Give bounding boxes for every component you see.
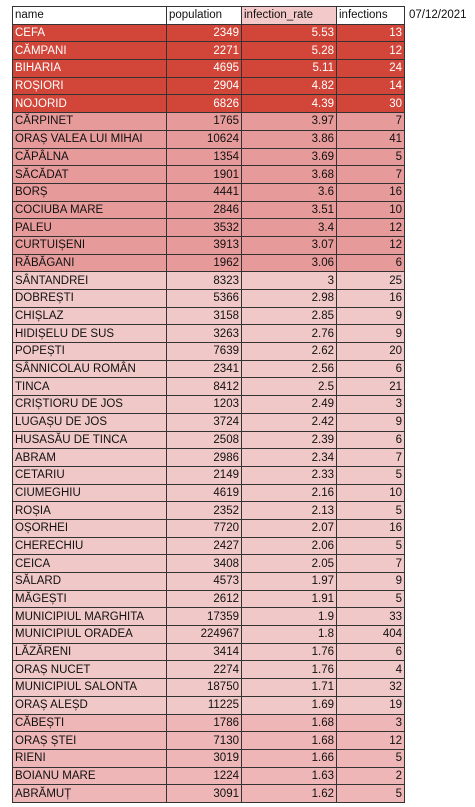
infections-cell[interactable]: 25 <box>337 272 405 290</box>
infections-cell[interactable]: 21 <box>337 378 405 396</box>
infections-cell[interactable]: 10 <box>337 484 405 502</box>
population-cell[interactable]: 18750 <box>167 679 242 697</box>
population-cell[interactable]: 6826 <box>167 95 242 113</box>
population-cell[interactable]: 10624 <box>167 130 242 148</box>
table-row <box>13 307 405 325</box>
infection-rate-cell[interactable]: 5.11 <box>242 60 337 78</box>
header-infections[interactable]: infections <box>337 7 405 25</box>
name-cell[interactable]: ROȘIA <box>13 502 167 520</box>
infections-cell[interactable]: 5 <box>337 148 405 166</box>
name-cell[interactable]: ROȘIORI <box>13 77 167 95</box>
infections-cell[interactable]: 5 <box>337 749 405 767</box>
population-cell[interactable]: 2904 <box>167 77 242 95</box>
infections-cell[interactable]: 4 <box>337 661 405 679</box>
name-cell[interactable]: ORAȘ VALEA LUI MIHAI <box>13 130 167 148</box>
table-row <box>13 590 405 608</box>
population-cell[interactable]: 2149 <box>167 466 242 484</box>
name-cell[interactable]: CHIȘLAZ <box>13 307 167 325</box>
name-cell[interactable]: COCIUBA MARE <box>13 201 167 219</box>
infections-cell[interactable]: 7 <box>337 555 405 573</box>
infection-rate-cell[interactable]: 2.76 <box>242 325 337 343</box>
infection-rate-cell[interactable]: 2.13 <box>242 502 337 520</box>
infections-cell[interactable]: 6 <box>337 254 405 272</box>
table-row <box>13 396 405 414</box>
infection-rate-cell[interactable]: 1.69 <box>242 696 337 714</box>
infection-rate-cell[interactable]: 3.68 <box>242 166 337 184</box>
name-cell[interactable]: BIHARIA <box>13 60 167 78</box>
infections-cell[interactable]: 2 <box>337 767 405 785</box>
infections-cell[interactable]: 24 <box>337 60 405 78</box>
name-cell[interactable]: CURTUIȘENI <box>13 236 167 254</box>
table-row <box>13 573 405 591</box>
name-cell[interactable]: CĂRPINET <box>13 113 167 131</box>
population-cell[interactable]: 1765 <box>167 113 242 131</box>
infection-rate-cell[interactable]: 1.66 <box>242 749 337 767</box>
infection-rate-cell[interactable]: 2.62 <box>242 343 337 361</box>
population-cell[interactable]: 2846 <box>167 201 242 219</box>
population-cell[interactable]: 1962 <box>167 254 242 272</box>
infection-rate-cell[interactable]: 1.68 <box>242 732 337 750</box>
name-cell[interactable]: SĂCĂDAT <box>13 166 167 184</box>
infection-rate-cell[interactable]: 2.39 <box>242 431 337 449</box>
population-cell[interactable]: 1354 <box>167 148 242 166</box>
infections-cell[interactable]: 5 <box>337 590 405 608</box>
table-row <box>13 626 405 644</box>
infection-rate-cell[interactable]: 1.62 <box>242 785 337 803</box>
infection-rate-cell[interactable]: 1.97 <box>242 573 337 591</box>
infections-cell[interactable]: 32 <box>337 679 405 697</box>
population-cell[interactable]: 4573 <box>167 573 242 591</box>
population-cell[interactable]: 4441 <box>167 183 242 201</box>
population-cell[interactable]: 3913 <box>167 236 242 254</box>
table-row <box>13 749 405 767</box>
name-cell[interactable]: CIUMEGHIU <box>13 484 167 502</box>
name-cell[interactable]: CETARIU <box>13 466 167 484</box>
infections-cell[interactable]: 9 <box>337 573 405 591</box>
table-row <box>13 325 405 343</box>
name-cell[interactable]: ORAȘ NUCET <box>13 661 167 679</box>
table-row <box>13 113 405 131</box>
table-row <box>13 360 405 378</box>
infection-rate-cell[interactable]: 1.71 <box>242 679 337 697</box>
infection-rate-cell[interactable]: 2.33 <box>242 466 337 484</box>
population-cell[interactable]: 2274 <box>167 661 242 679</box>
name-cell[interactable]: ORAȘ ALEȘD <box>13 696 167 714</box>
name-cell[interactable]: SÂNNICOLAU ROMÂN <box>13 360 167 378</box>
population-cell[interactable]: 2427 <box>167 537 242 555</box>
infection-rate-cell[interactable]: 1.91 <box>242 590 337 608</box>
infection-rate-cell[interactable]: 4.39 <box>242 95 337 113</box>
table-row <box>13 608 405 626</box>
infections-cell[interactable]: 9 <box>337 307 405 325</box>
population-cell[interactable]: 3532 <box>167 219 242 237</box>
table-row <box>13 661 405 679</box>
table-row <box>13 643 405 661</box>
infections-cell[interactable]: 3 <box>337 714 405 732</box>
name-cell[interactable]: CHERECHIU <box>13 537 167 555</box>
infections-cell[interactable]: 16 <box>337 183 405 201</box>
name-cell[interactable]: CĂBEȘTI <box>13 714 167 732</box>
infections-cell[interactable]: 41 <box>337 130 405 148</box>
infection-table <box>12 6 405 803</box>
table-row <box>13 60 405 78</box>
name-cell[interactable]: ABRAM <box>13 449 167 467</box>
infections-cell[interactable]: 16 <box>337 519 405 537</box>
infection-rate-cell[interactable]: 3.86 <box>242 130 337 148</box>
population-cell[interactable]: 1224 <box>167 767 242 785</box>
table-row <box>13 95 405 113</box>
table-row <box>13 714 405 732</box>
table-row <box>13 24 405 42</box>
header-name[interactable]: name <box>13 7 167 25</box>
infection-rate-cell[interactable]: 1.8 <box>242 626 337 644</box>
population-cell[interactable]: 3019 <box>167 749 242 767</box>
infection-rate-cell[interactable]: 2.07 <box>242 519 337 537</box>
infections-cell[interactable]: 12 <box>337 219 405 237</box>
name-cell[interactable]: ORAȘ ȘTEI <box>13 732 167 750</box>
name-cell[interactable]: BORȘ <box>13 183 167 201</box>
name-cell[interactable]: HUSASĂU DE TINCA <box>13 431 167 449</box>
name-cell[interactable]: CĂPÂLNA <box>13 148 167 166</box>
table-row <box>13 679 405 697</box>
population-cell[interactable]: 3724 <box>167 413 242 431</box>
infection-rate-cell[interactable]: 4.82 <box>242 77 337 95</box>
table-row <box>13 519 405 537</box>
infection-rate-cell[interactable]: 3.06 <box>242 254 337 272</box>
infection-rate-cell[interactable]: 2.05 <box>242 555 337 573</box>
name-cell[interactable]: POPEȘTI <box>13 343 167 361</box>
table-row <box>13 343 405 361</box>
table-row <box>13 785 405 803</box>
name-cell[interactable]: SĂLARD <box>13 573 167 591</box>
infections-cell[interactable]: 6 <box>337 431 405 449</box>
name-cell[interactable]: MUNICIPIUL MARGHITA <box>13 608 167 626</box>
table-row <box>13 272 405 290</box>
table-row <box>13 130 405 148</box>
infections-cell[interactable]: 16 <box>337 290 405 308</box>
name-cell[interactable]: LUGAȘU DE JOS <box>13 413 167 431</box>
population-cell[interactable]: 5366 <box>167 290 242 308</box>
population-cell[interactable]: 3158 <box>167 307 242 325</box>
population-cell[interactable]: 3091 <box>167 785 242 803</box>
infection-rate-cell[interactable]: 3 <box>242 272 337 290</box>
infections-cell[interactable]: 5 <box>337 785 405 803</box>
infection-rate-cell[interactable]: 2.98 <box>242 290 337 308</box>
header-population[interactable]: population <box>167 7 242 25</box>
population-cell[interactable]: 17359 <box>167 608 242 626</box>
population-cell[interactable]: 4619 <box>167 484 242 502</box>
table-row <box>13 696 405 714</box>
infection-rate-cell[interactable]: 2.5 <box>242 378 337 396</box>
population-cell[interactable]: 7639 <box>167 343 242 361</box>
infection-rate-cell[interactable]: 1.9 <box>242 608 337 626</box>
table-row <box>13 449 405 467</box>
population-cell[interactable]: 2986 <box>167 449 242 467</box>
population-cell[interactable]: 2341 <box>167 360 242 378</box>
name-cell[interactable]: ABRĂMUȚ <box>13 785 167 803</box>
name-cell[interactable]: MUNICIPIUL ORADEA <box>13 626 167 644</box>
infection-rate-cell[interactable]: 1.76 <box>242 643 337 661</box>
population-cell[interactable]: 1203 <box>167 396 242 414</box>
name-cell[interactable]: MUNICIPIUL SALONTA <box>13 679 167 697</box>
name-cell[interactable]: SÂNTANDREI <box>13 272 167 290</box>
infections-cell[interactable]: 33 <box>337 608 405 626</box>
table-body <box>13 24 405 802</box>
table-row <box>13 183 405 201</box>
infections-cell[interactable]: 30 <box>337 95 405 113</box>
infection-rate-cell[interactable]: 3.97 <box>242 113 337 131</box>
table-row <box>13 555 405 573</box>
name-cell[interactable]: LĂZĂRENI <box>13 643 167 661</box>
name-cell[interactable]: NOJORID <box>13 95 167 113</box>
name-cell[interactable]: RĂBĂGANI <box>13 254 167 272</box>
infection-rate-cell[interactable]: 3.07 <box>242 236 337 254</box>
infections-cell[interactable]: 12 <box>337 42 405 60</box>
infection-rate-cell[interactable]: 2.85 <box>242 307 337 325</box>
infection-rate-cell[interactable]: 2.56 <box>242 360 337 378</box>
population-cell[interactable]: 2508 <box>167 431 242 449</box>
name-cell[interactable]: DOBREȘTI <box>13 290 167 308</box>
infection-rate-cell[interactable]: 5.28 <box>242 42 337 60</box>
infection-rate-cell[interactable]: 1.76 <box>242 661 337 679</box>
name-cell[interactable]: CEFA <box>13 24 167 42</box>
population-cell[interactable]: 8412 <box>167 378 242 396</box>
infections-cell[interactable]: 5 <box>337 466 405 484</box>
infections-cell[interactable]: 12 <box>337 236 405 254</box>
name-cell[interactable]: OȘORHEI <box>13 519 167 537</box>
table-row <box>13 77 405 95</box>
population-cell[interactable]: 1786 <box>167 714 242 732</box>
table-row <box>13 466 405 484</box>
population-cell[interactable]: 4695 <box>167 60 242 78</box>
date-cell[interactable]: 07/12/2021 <box>409 9 467 21</box>
population-cell[interactable]: 1901 <box>167 166 242 184</box>
infections-cell[interactable]: 7 <box>337 113 405 131</box>
infections-cell[interactable]: 7 <box>337 449 405 467</box>
infections-cell[interactable]: 7 <box>337 166 405 184</box>
infections-cell[interactable]: 20 <box>337 343 405 361</box>
population-cell[interactable]: 2271 <box>167 42 242 60</box>
population-cell[interactable]: 3263 <box>167 325 242 343</box>
infection-rate-cell[interactable]: 1.63 <box>242 767 337 785</box>
table-row <box>13 42 405 60</box>
infections-cell[interactable]: 9 <box>337 413 405 431</box>
population-cell[interactable]: 224967 <box>167 626 242 644</box>
population-cell[interactable]: 3408 <box>167 555 242 573</box>
population-cell[interactable]: 11225 <box>167 696 242 714</box>
name-cell[interactable]: CRIȘTIORU DE JOS <box>13 396 167 414</box>
infections-cell[interactable]: 10 <box>337 201 405 219</box>
infection-rate-cell[interactable]: 2.06 <box>242 537 337 555</box>
infection-rate-cell[interactable]: 2.16 <box>242 484 337 502</box>
header-row <box>13 7 405 25</box>
infections-cell[interactable]: 6 <box>337 643 405 661</box>
name-cell[interactable]: MĂGEȘTI <box>13 590 167 608</box>
name-cell[interactable]: PALEU <box>13 219 167 237</box>
table-row <box>13 254 405 272</box>
table-row <box>13 166 405 184</box>
population-cell[interactable]: 7130 <box>167 732 242 750</box>
infections-cell[interactable]: 12 <box>337 732 405 750</box>
infection-rate-cell[interactable]: 2.49 <box>242 396 337 414</box>
infections-cell[interactable]: 6 <box>337 360 405 378</box>
header-infection-rate[interactable]: infection_rate <box>242 7 337 25</box>
name-cell[interactable]: TINCA <box>13 378 167 396</box>
infections-cell[interactable]: 13 <box>337 24 405 42</box>
infections-cell[interactable]: 404 <box>337 626 405 644</box>
name-cell[interactable]: HIDIȘELU DE SUS <box>13 325 167 343</box>
population-cell[interactable]: 7720 <box>167 519 242 537</box>
table-row <box>13 502 405 520</box>
infection-rate-cell[interactable]: 1.68 <box>242 714 337 732</box>
infections-cell[interactable]: 5 <box>337 537 405 555</box>
table-row <box>13 378 405 396</box>
table-row <box>13 219 405 237</box>
infections-cell[interactable]: 19 <box>337 696 405 714</box>
infection-rate-cell[interactable]: 3.69 <box>242 148 337 166</box>
population-cell[interactable]: 8323 <box>167 272 242 290</box>
table-row <box>13 236 405 254</box>
population-cell[interactable]: 2612 <box>167 590 242 608</box>
infection-rate-cell[interactable]: 3.4 <box>242 219 337 237</box>
population-cell[interactable]: 2352 <box>167 502 242 520</box>
population-cell[interactable]: 2349 <box>167 24 242 42</box>
table-row <box>13 484 405 502</box>
name-cell[interactable]: CĂMPANI <box>13 42 167 60</box>
name-cell[interactable]: CEICA <box>13 555 167 573</box>
infection-rate-cell[interactable]: 5.53 <box>242 24 337 42</box>
infections-cell[interactable]: 14 <box>337 77 405 95</box>
name-cell[interactable]: BOIANU MARE <box>13 767 167 785</box>
table-row <box>13 148 405 166</box>
infection-rate-cell[interactable]: 2.42 <box>242 413 337 431</box>
infection-rate-cell[interactable]: 3.51 <box>242 201 337 219</box>
infection-rate-cell[interactable]: 2.34 <box>242 449 337 467</box>
table-row <box>13 537 405 555</box>
table-row <box>13 201 405 219</box>
table-row <box>13 732 405 750</box>
table-row <box>13 290 405 308</box>
name-cell[interactable]: RIENI <box>13 749 167 767</box>
infections-cell[interactable]: 9 <box>337 325 405 343</box>
table-row <box>13 767 405 785</box>
infections-cell[interactable]: 3 <box>337 396 405 414</box>
infections-cell[interactable]: 5 <box>337 502 405 520</box>
population-cell[interactable]: 3414 <box>167 643 242 661</box>
table-row <box>13 431 405 449</box>
table-row <box>13 413 405 431</box>
infection-rate-cell[interactable]: 3.6 <box>242 183 337 201</box>
